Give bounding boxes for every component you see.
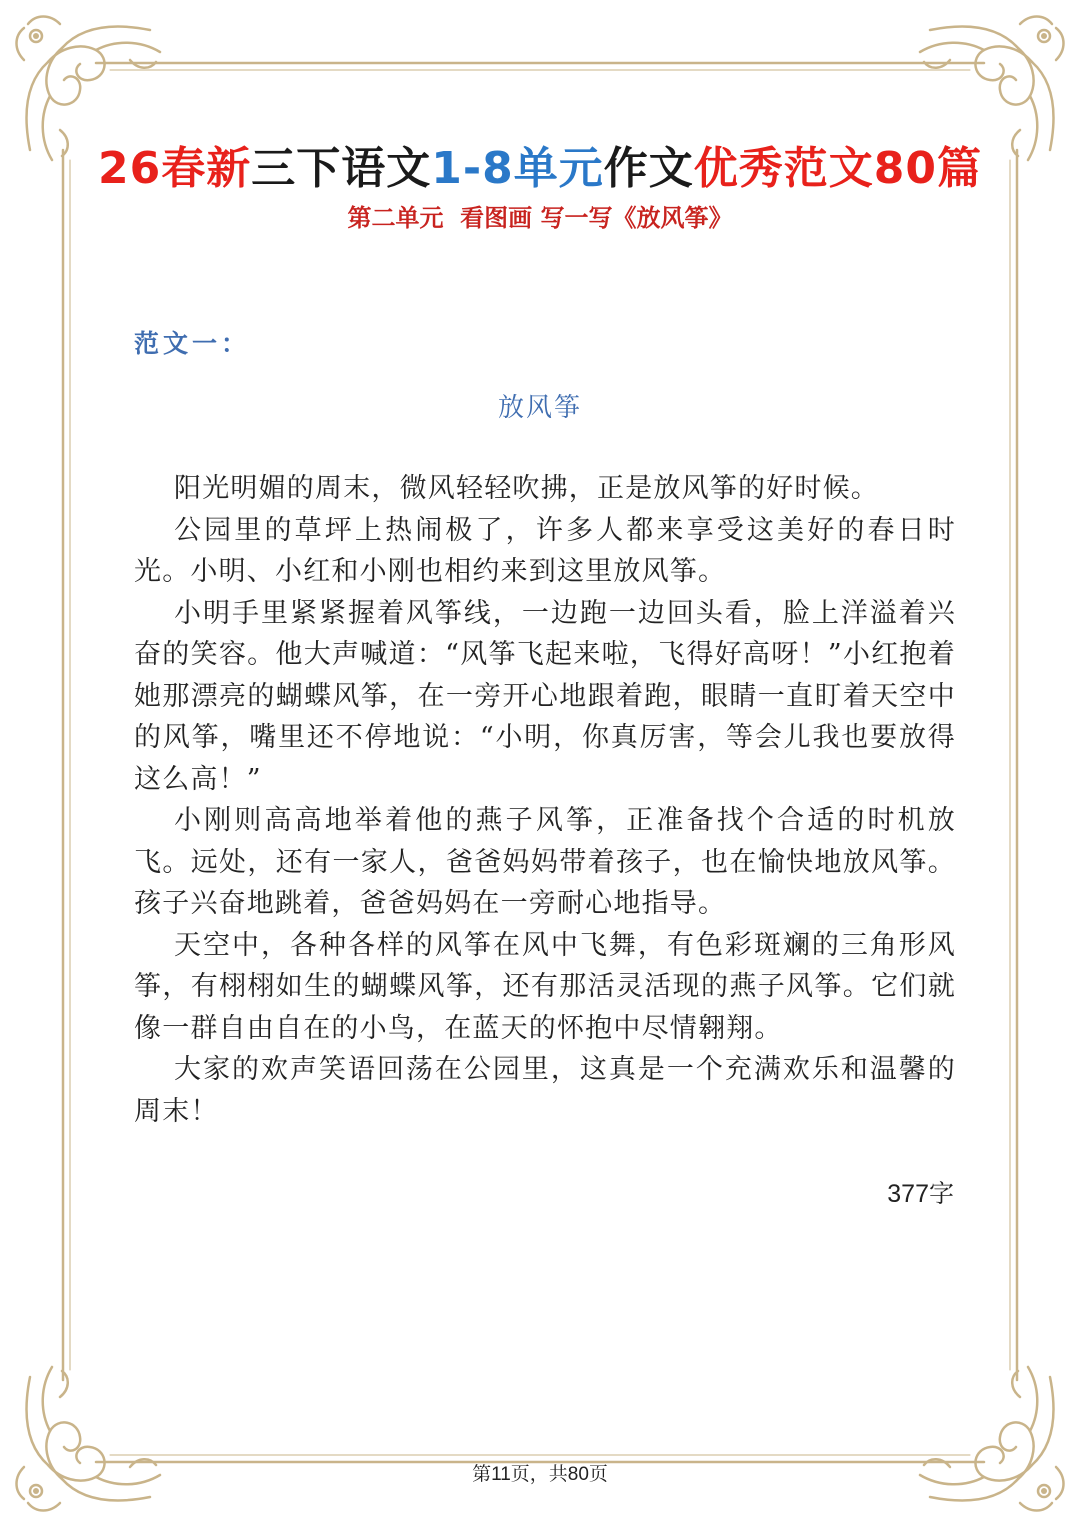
- paragraph: 小刚则高高地举着他的燕子风筝，正准备找个合适的时机放飞。远处，还有一家人，爸爸妈妈带着孩子，也在愉快地放风筝。孩子兴奋地跳着，爸爸妈妈在一旁耐心地指导。: [134, 805, 956, 919]
- essay-body: [134, 468, 956, 1132]
- paragraph: 大家的欢声笑语回荡在公园里，这真是一个充满欢乐和温馨的周末！: [134, 1054, 956, 1127]
- section-label: 范文一：: [134, 329, 251, 358]
- title-part-1: 26春新: [98, 143, 252, 194]
- paragraph: 阳光明媚的周末，微风轻轻吹拂，正是放风筝的好时候。: [174, 473, 879, 504]
- title-part-3: 1-8单元: [431, 143, 604, 194]
- unit-subtitle: 第二单元 看图画 写一写《放风筝》: [347, 203, 733, 232]
- word-count: 377字: [887, 1180, 954, 1208]
- paragraph: 公园里的草坪上热闹极了，许多人都来享受这美好的春日时光。小明、小红和小刚也相约来到这里放风筝。: [134, 514, 956, 587]
- title-part-4: 作文: [603, 143, 694, 194]
- title-part-2: 三下语文: [251, 143, 432, 194]
- title-part-5: 优秀范文80篇: [693, 143, 982, 194]
- paragraph: 小明手里紧紧握着风筝线，一边跑一边回头看，脸上洋溢着兴奋的笑容。他大声喊道：“风筝飞起来啦，飞得好高呀！”小红抱着她那漂亮的蝴蝶风筝，在一旁开心地跟着跑，眼睛一直盯着天空中的风筝，嘴里还不停地说：“小明，你真厉害，等会儿我也要放得这么高！”: [134, 597, 956, 795]
- page-number: 第11页，共80页: [472, 1464, 608, 1485]
- essay-title: 放风筝: [497, 393, 582, 423]
- document-title: [0, 132, 1080, 196]
- paragraph: 天空中，各种各样的风筝在风中飞舞，有色彩斑斓的三角形风筝，有栩栩如生的蝴蝶风筝，还有那活灵活现的燕子风筝。它们就像一群自由自在的小鸟，在蓝天的怀抱中尽情翱翔。: [134, 929, 956, 1044]
